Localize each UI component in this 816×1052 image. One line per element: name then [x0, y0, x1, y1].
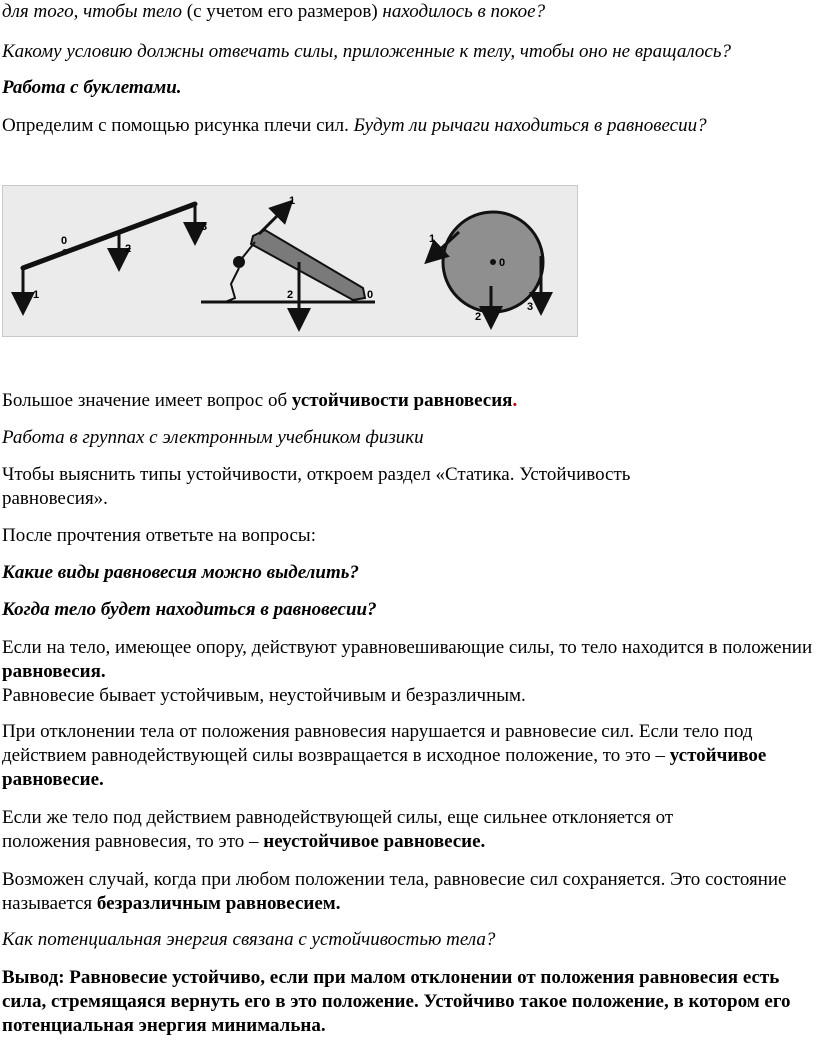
lever-3 [429, 212, 543, 323]
intro-italic-a: для того, чтобы тело [2, 1, 183, 22]
lever-arms-line [2, 114, 814, 138]
lever-1-label-force-2: 2 [125, 243, 132, 255]
lever-2-label-pivot: 0 [367, 289, 374, 301]
booklets-heading: Работа с буклетами. [2, 77, 182, 98]
rotation-question: Какому условию должны отвечать силы, приложенные к телу, чтобы оно не вращалось? [2, 41, 731, 62]
intro-italic-b: находилось в покое? [382, 1, 546, 22]
lever-2-label-force-1: 1 [289, 195, 296, 207]
indifferent-text: Возможен случай, когда при любом положении тела, равновесие сил сохраняется. Это состояние называется [2, 869, 787, 914]
lever-2-label-force-2: 2 [287, 289, 294, 301]
intro-plain: (с учетом его размеров) [182, 1, 383, 22]
lever-1-label-force-1: 1 [33, 289, 40, 301]
lever-3-label-pivot: 0 [499, 257, 506, 269]
lever-3-label-force-3: 3 [527, 301, 534, 313]
indifferent-paragraph [2, 868, 792, 916]
question-kinds: Какие виды равновесия можно выделить? [2, 562, 359, 583]
unstable-text: Если же тело под действием равнодействующей силы, еще сильнее отклоняется от положения равновесия, то это – [2, 807, 674, 852]
stable-text: При отклонении тела от положения равновесия нарушается и равновесие сил. Если тело под действием равнодействующей силы возвращается в исходное положение, то это – [2, 721, 753, 766]
after-reading-line: После прочтения ответьте на вопросы: [2, 525, 316, 546]
equilibrium-term: равновесия. [2, 661, 106, 682]
stability-period: . [512, 390, 518, 411]
unstable-term: неустойчивое равновесие. [263, 831, 486, 852]
stability-term: устойчивости равновесия [291, 390, 513, 411]
stable-paragraph [2, 720, 814, 792]
levers-illustration [3, 186, 579, 338]
lever-arms-question: Будут ли рычаги находиться в равновесии? [353, 115, 707, 136]
lever-2 [201, 195, 375, 320]
equilibrium-text: Если на тело, имеющее опору, действуют уравновешивающие силы, то тело находится в положении [2, 637, 813, 658]
energy-question: Как потенциальная энергия связана с устойчивостью тела? [2, 929, 496, 950]
lever-1 [23, 204, 207, 304]
lever-3-label-force-1: 1 [429, 233, 436, 245]
question-when: Когда тело будет находиться в равновесии? [2, 599, 377, 620]
group-work-line: Работа в группах с электронным учебником физики [2, 427, 424, 448]
intro-question-line [2, 0, 814, 24]
stability-intro [2, 389, 814, 413]
lever-1-label-pivot: 0 [61, 235, 68, 247]
stability-plain: Большое значение имеет вопрос об [2, 390, 292, 411]
conclusion-paragraph: Вывод: Равновесие устойчиво, если при малом отклонении от положения равновесия есть сила, стремящаяся вернуть его в это положение. Устойчиво такое положение, в котором его потенциальная энергия минимальна. [2, 967, 791, 1036]
unstable-paragraph [2, 806, 762, 854]
lever-1-label-force-3: 3 [201, 221, 208, 233]
levers-figure [2, 185, 578, 337]
equilibrium-kinds: Равновесие бывает устойчивым, неустойчивым и безразличным. [2, 685, 526, 706]
stable-term: устойчивое равновесие. [2, 745, 767, 790]
lever-arms-plain: Определим с помощью рисунка плечи сил. [2, 115, 354, 136]
find-types-paragraph: Чтобы выяснить типы устойчивости, откроем раздел «Статика. Устойчивость равновесия». [2, 464, 631, 509]
lever-3-label-force-2: 2 [475, 311, 482, 323]
equilibrium-paragraph [2, 636, 814, 708]
indifferent-term: безразличным равновесием. [96, 893, 341, 914]
